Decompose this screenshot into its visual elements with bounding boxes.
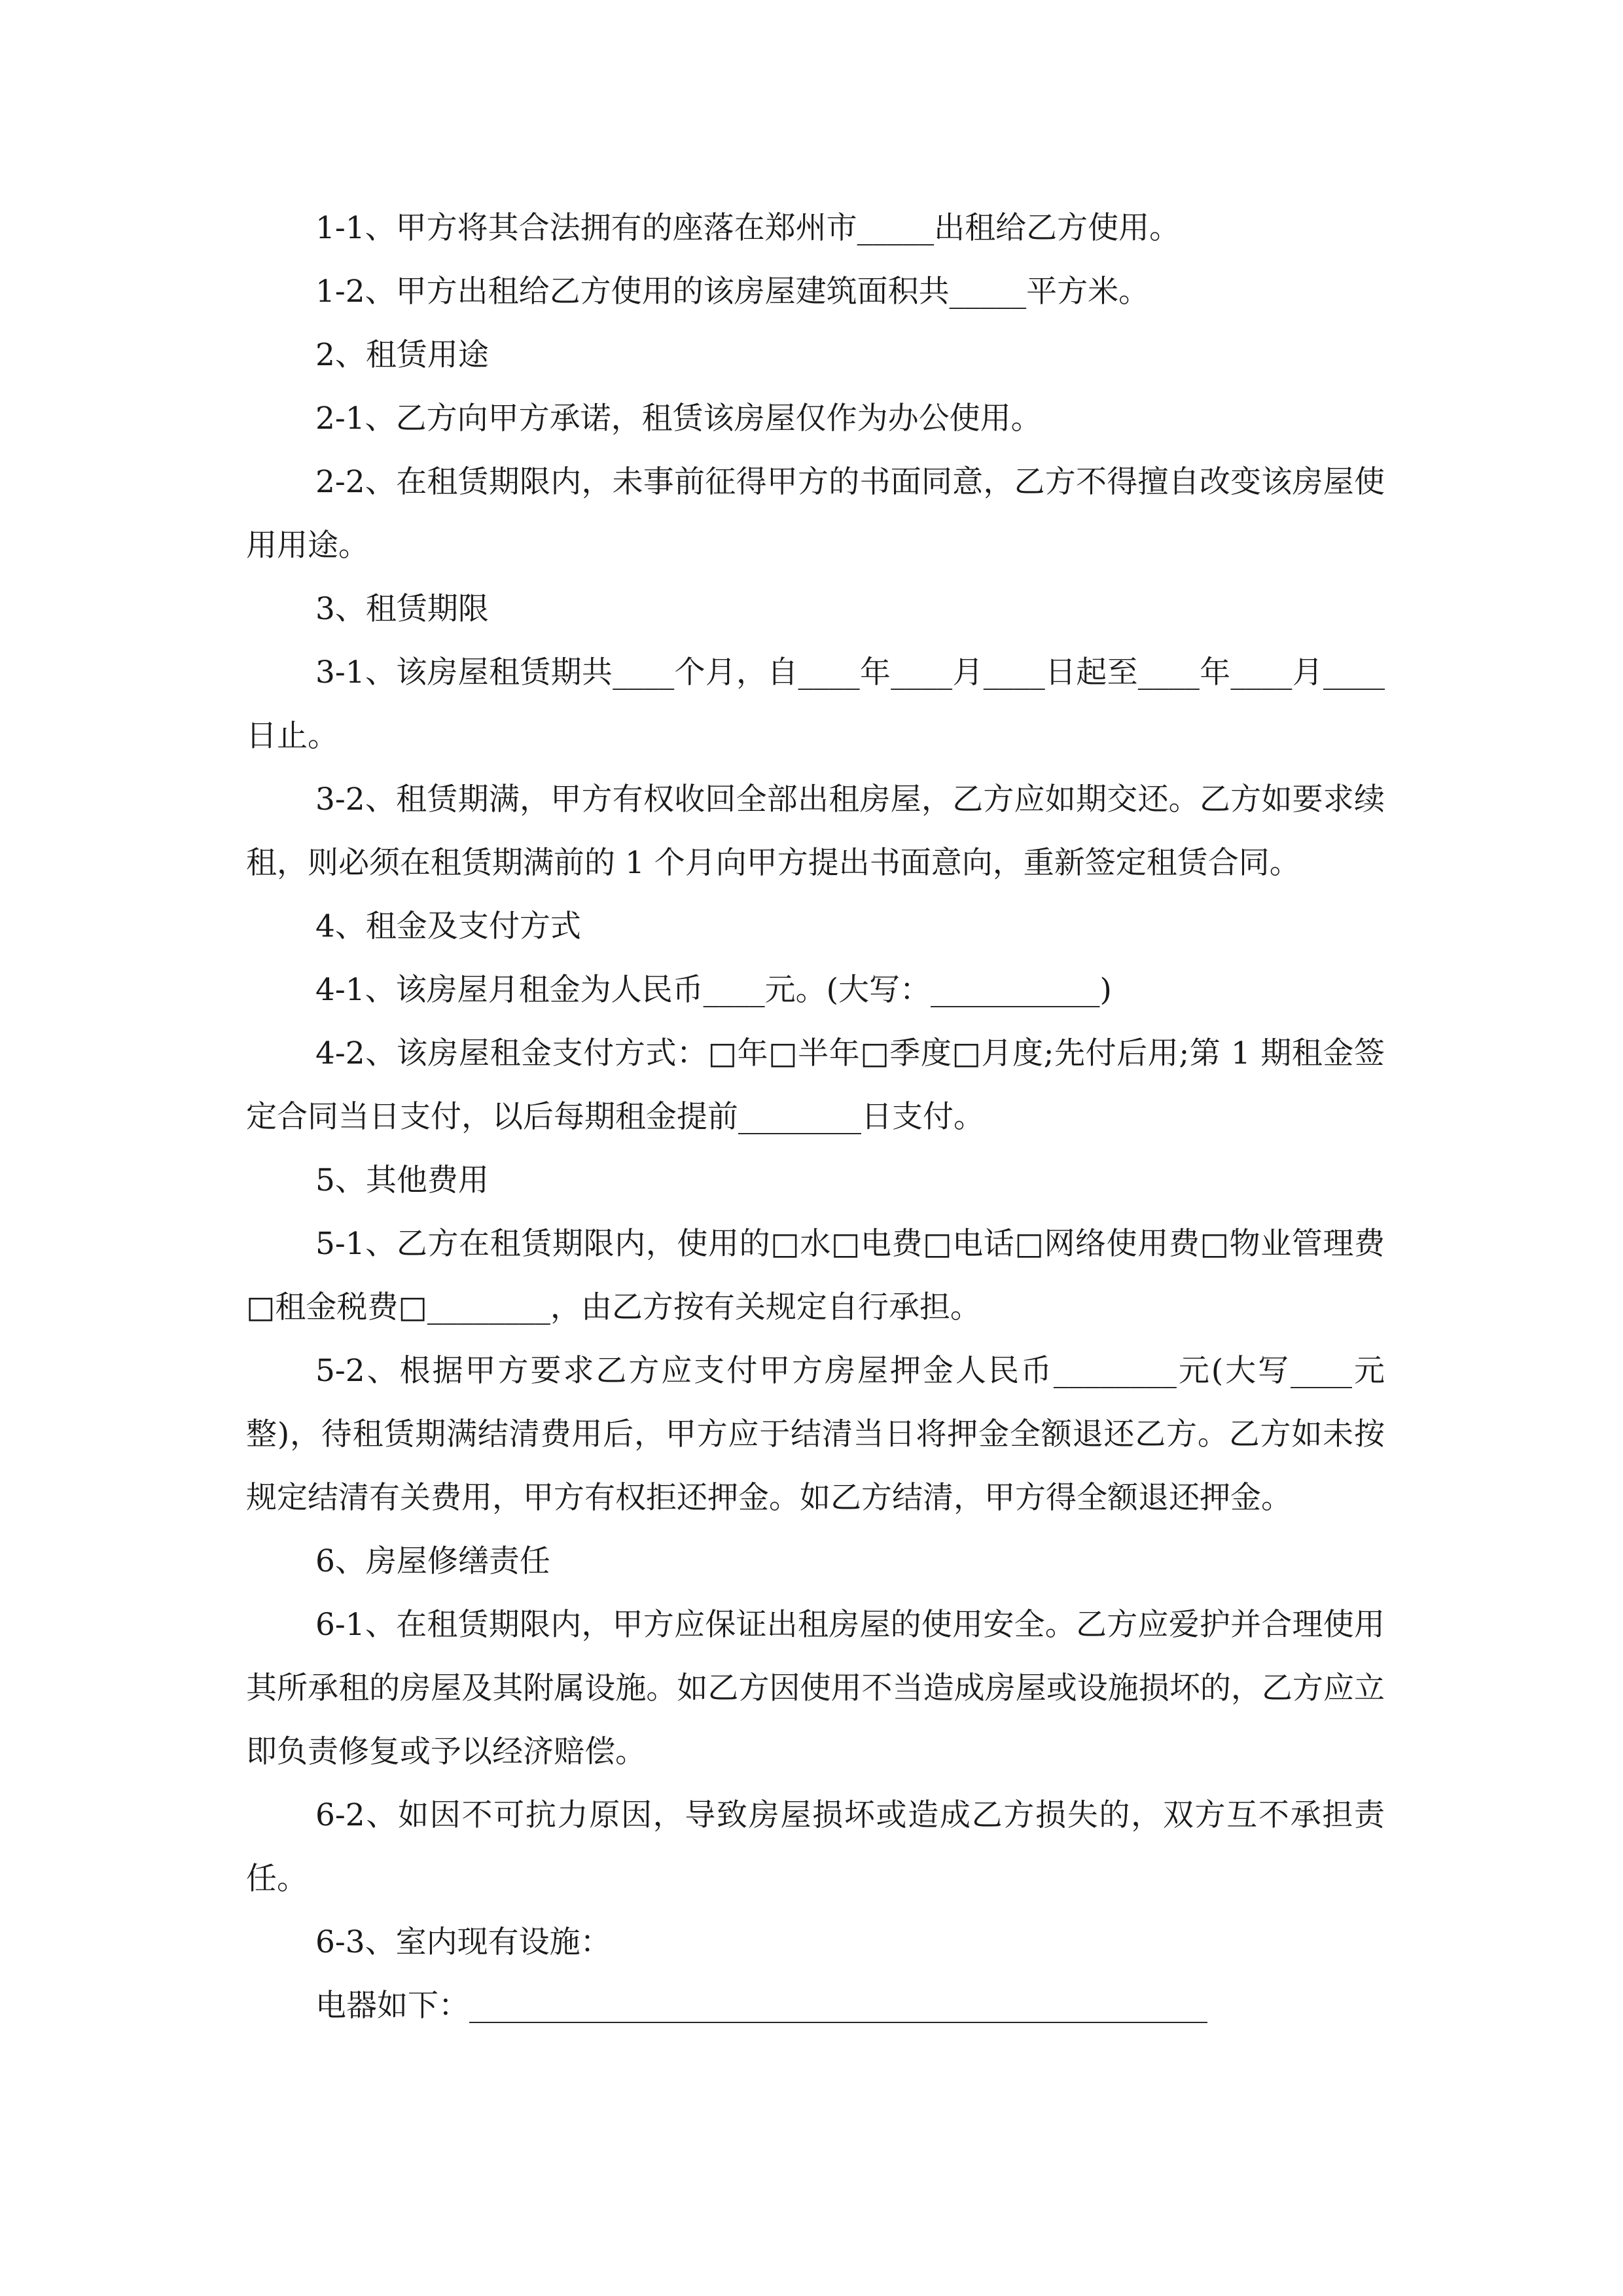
section-heading-other-fees: 5、其他费用 — [315, 1162, 489, 1198]
clause-4-2: 4-2、该房屋租金支付方式：□年□半年□季度□月度;先付后用;第 1 期租金签定合同当日支付，以后每期租金提前________日支付。 — [246, 1035, 1385, 1135]
clause-4-1: 4-1、该房屋月租金为人民币____元。(大写：___________) — [315, 972, 1112, 1008]
clause-6-1: 6-1、在租赁期限内，甲方应保证出租房屋的使用安全。乙方应爱护并合理使用其所承租的房屋及其附属设施。如乙方因使用不当造成房屋或设施损坏的，乙方应立即负责修复或予以经济赔偿。 — [246, 1607, 1385, 1770]
section-heading-term: 3、租赁期限 — [315, 591, 489, 627]
clause-5-1: 5-1、乙方在租赁期限内，使用的□水□电费□电话□网络使用费□物业管理费□租金税费□________，由乙方按有关规定自行承担。 — [246, 1226, 1385, 1325]
contract-body — [246, 196, 1385, 2037]
section-heading-repair: 6、房屋修缮责任 — [315, 1543, 550, 1579]
clause-3-1: 3-1、该房屋租赁期共____个月，自____年____月____日起至____年____月____日止。 — [246, 655, 1385, 754]
section-heading-usage: 2、租赁用途 — [315, 337, 489, 373]
clause-5-2: 5-2、根据甲方要求乙方应支付甲方房屋押金人民币________元(大写____元整)，待租赁期满结清费用后，甲方应于结清当日将押金全额退还乙方。乙方如未按规定结清有关费用，甲方有权拒还押金。如乙方结清，甲方得全额退还押金。 — [246, 1353, 1385, 1516]
section-heading-rent: 4、租金及支付方式 — [315, 908, 581, 944]
appliances-line: 电器如下：________________________________________________ — [315, 1988, 1207, 2024]
clause-6-2: 6-2、如因不可抗力原因，导致房屋损坏或造成乙方损失的，双方互不承担责任。 — [246, 1797, 1385, 1897]
clause-2-2: 2-2、在租赁期限内，未事前征得甲方的书面同意，乙方不得擅自改变该房屋使用用途。 — [246, 464, 1385, 564]
clause-3-2: 3-2、租赁期满，甲方有权收回全部出租房屋，乙方应如期交还。乙方如要求续租，则必须在租赁期满前的 1 个月向甲方提出书面意向，重新签定租赁合同。 — [246, 781, 1385, 881]
clause-1-1: 1-1、甲方将其合法拥有的座落在郑州市_____出租给乙方使用。 — [315, 210, 1181, 246]
clause-6-3: 6-3、室内现有设施： — [315, 1924, 611, 1960]
clause-2-1: 2-1、乙方向甲方承诺，租赁该房屋仅作为办公使用。 — [315, 401, 1042, 437]
clause-1-2: 1-2、甲方出租给乙方使用的该房屋建筑面积共_____平方米。 — [315, 274, 1150, 310]
